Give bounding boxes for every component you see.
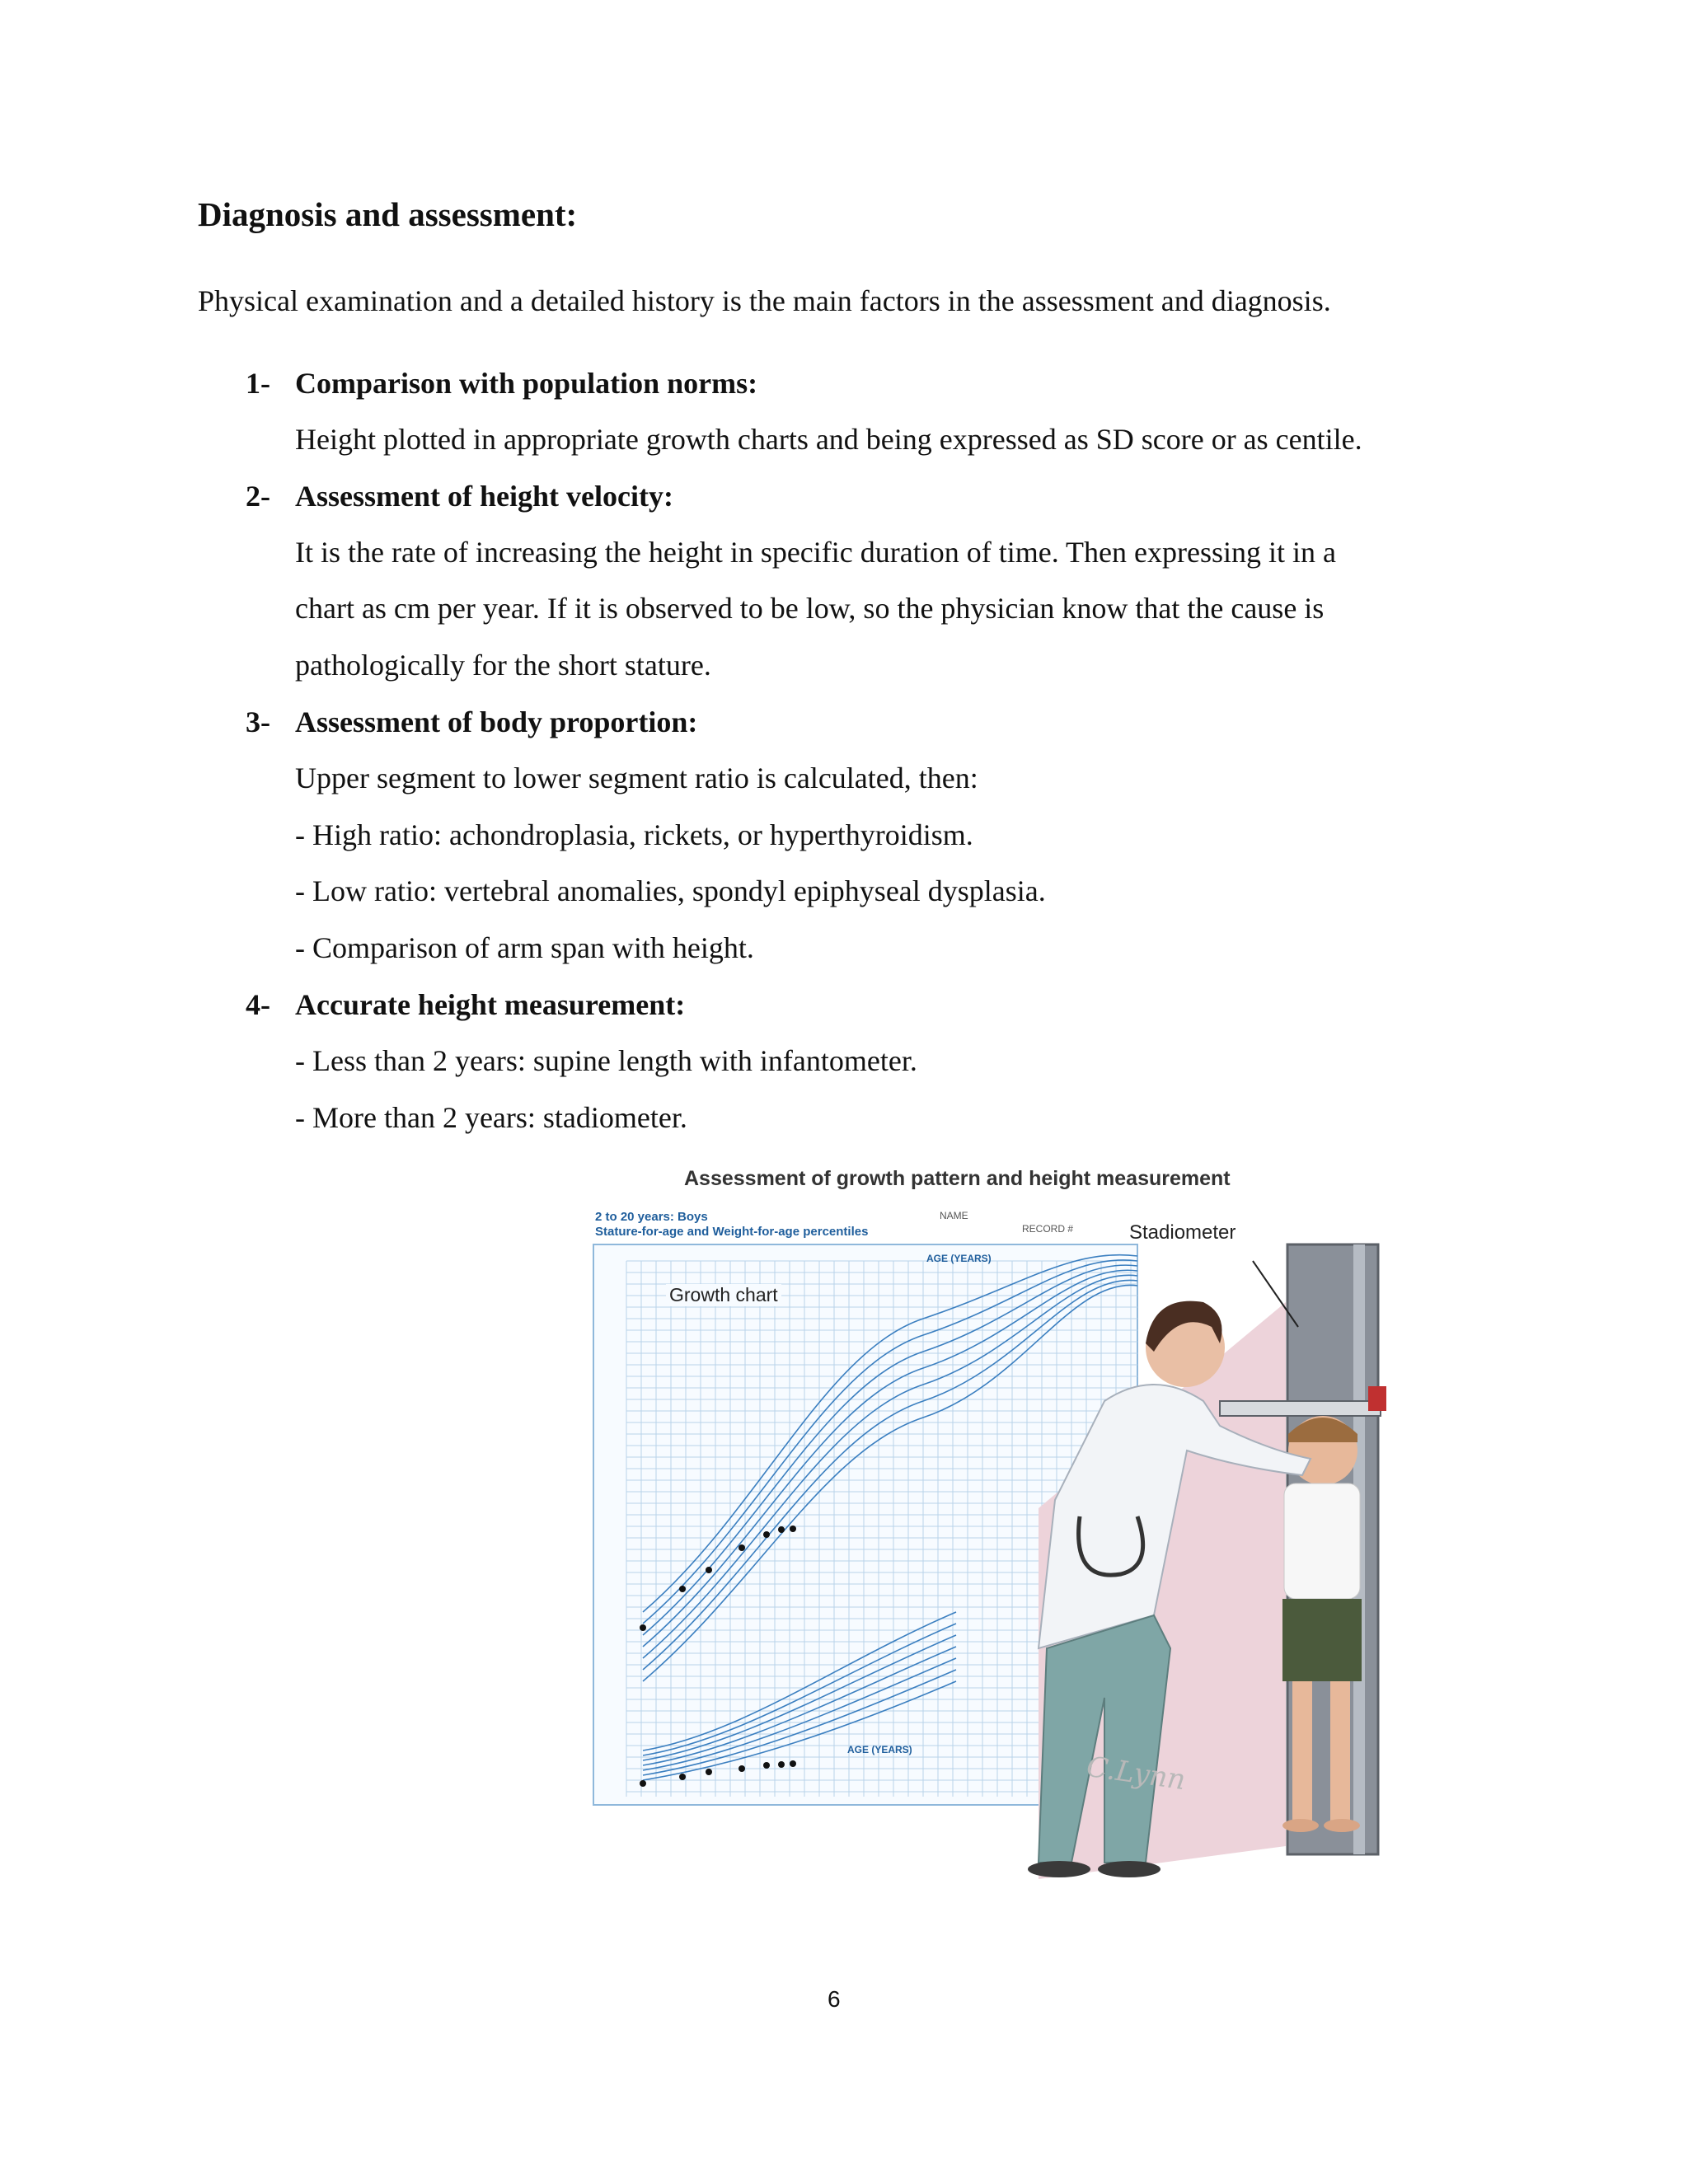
- page-number: 6: [828, 1986, 841, 2012]
- section-heading: Diagnosis and assessment:: [198, 195, 578, 233]
- item-1-number: 1-: [246, 367, 270, 400]
- weight-plot-point: [738, 1765, 745, 1772]
- chart-name-label: NAME: [940, 1210, 968, 1221]
- item-2-line-1: It is the rate of increasing the height in specific duration of time. Then expressing it in a: [295, 536, 1336, 569]
- item-1-title: Comparison with population norms:: [295, 367, 758, 400]
- weight-plot-point: [706, 1769, 712, 1775]
- doctor-pants: [1039, 1615, 1170, 1863]
- item-3-line-1: Upper segment to lower segment ratio is calculated, then:: [295, 762, 978, 794]
- boy-right-leg: [1330, 1681, 1350, 1821]
- item-4-line-1: - Less than 2 years: supine length with infantometer.: [295, 1044, 917, 1077]
- stadiometer-slider: [1368, 1386, 1386, 1411]
- weight-plot-point: [640, 1780, 646, 1787]
- item-3-number: 3-: [246, 705, 270, 738]
- chart-heading-line-2: Stature-for-age and Weight-for-age percentiles: [595, 1225, 869, 1239]
- boy-left-foot: [1282, 1819, 1319, 1832]
- item-4-number: 4-: [246, 988, 270, 1021]
- item-4-title: Accurate height measurement:: [295, 988, 686, 1021]
- item-2-title: Assessment of height velocity:: [295, 480, 673, 513]
- chart-age-label-top: AGE (YEARS): [926, 1253, 992, 1264]
- weight-plot-point: [790, 1760, 796, 1767]
- item-2-number: 2-: [246, 480, 270, 513]
- item-3-line-2: - High ratio: achondroplasia, rickets, or hyperthyroidism.: [295, 818, 973, 851]
- item-3-title: Assessment of body proportion:: [295, 705, 698, 738]
- stadiometer-headpiece: [1220, 1401, 1381, 1416]
- doctor-right-shoe: [1098, 1861, 1160, 1877]
- item-3-line-4: - Comparison of arm span with height.: [295, 931, 754, 964]
- weight-plot-point: [778, 1761, 785, 1768]
- item-3-line-3: - Low ratio: vertebral anomalies, spondyl epiphyseal dysplasia.: [295, 874, 1046, 907]
- item-2-line-2: chart as cm per year. If it is observed to be low, so the physician know that the cause is: [295, 592, 1325, 625]
- chart-heading: [595, 1210, 868, 1240]
- item-4-line-2: - More than 2 years: stadiometer.: [295, 1101, 687, 1134]
- stadiometer-label: Stadiometer: [1129, 1221, 1236, 1244]
- boy-shorts: [1282, 1599, 1362, 1681]
- weight-plot-point: [679, 1774, 686, 1780]
- stature-plot-point: [706, 1567, 712, 1573]
- stature-plot-point: [778, 1526, 785, 1533]
- boy-right-foot: [1324, 1819, 1360, 1832]
- growth-assessment-figure: [577, 1154, 1492, 1912]
- chart-record-label: RECORD #: [1022, 1223, 1074, 1235]
- chart-heading-line-1: 2 to 20 years: Boys: [595, 1210, 708, 1224]
- item-1-line-1: Height plotted in appropriate growth charts and being expressed as SD score or as centile.: [295, 423, 1362, 456]
- weight-plot-point: [763, 1762, 770, 1769]
- stature-plot-point: [640, 1624, 646, 1631]
- item-2-line-3: pathologically for the short stature.: [295, 649, 711, 682]
- intro-paragraph: Physical examination and a detailed history is the main factors in the assessment and diagnosis.: [198, 284, 1331, 317]
- stature-plot-point: [679, 1586, 686, 1592]
- stature-plot-point: [738, 1544, 745, 1551]
- doctor-left-shoe: [1028, 1861, 1090, 1877]
- stature-plot-point: [763, 1531, 770, 1538]
- artist-signature: C.Lynn: [1084, 1750, 1188, 1797]
- figure-title: Assessment of growth pattern and height measurement: [684, 1167, 1231, 1190]
- boy-left-leg: [1292, 1681, 1312, 1821]
- stature-plot-point: [790, 1526, 796, 1532]
- growth-chart-label: Growth chart: [666, 1284, 781, 1306]
- boy-shirt: [1284, 1483, 1360, 1599]
- chart-age-label-bottom: AGE (YEARS): [847, 1744, 912, 1755]
- figure-illustration: [577, 1154, 1492, 1912]
